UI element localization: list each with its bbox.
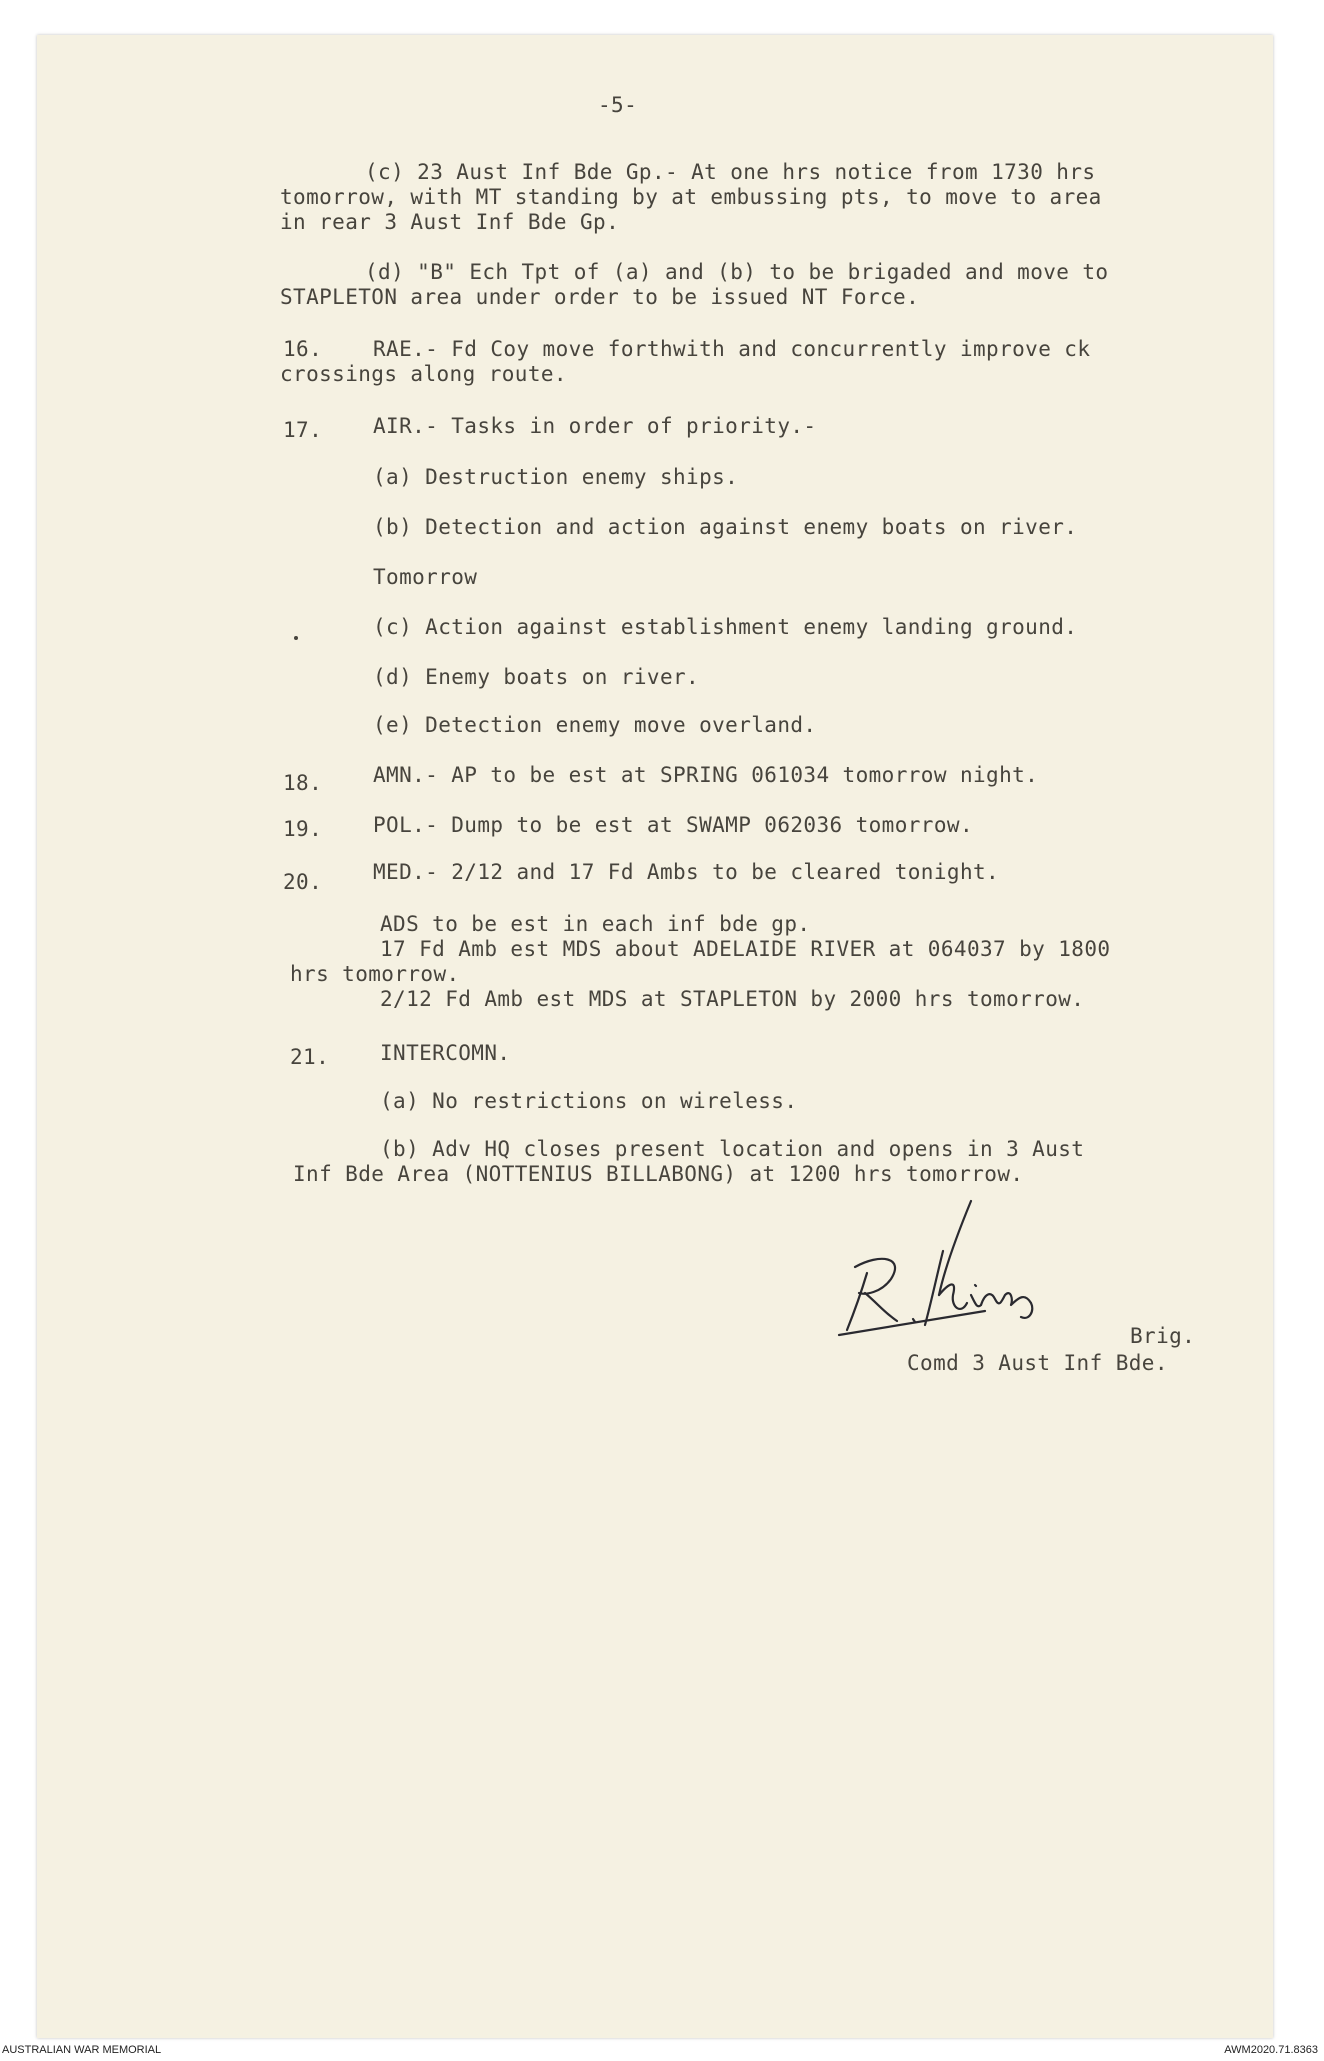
para-20-line-4: 2/12 Fd Amb est MDS at STAPLETON by 2000 hrs tomorrow. xyxy=(380,987,1085,1011)
page-number: -5- xyxy=(598,93,638,117)
para-21-number: 21. xyxy=(290,1045,330,1069)
signature-title: Comd 3 Aust Inf Bde. xyxy=(907,1351,1168,1375)
para-19-number: 19. xyxy=(283,817,323,841)
para-15d-line-1: (d) "B" Ech Tpt of (a) and (b) to be brigaded and move to xyxy=(365,260,1109,284)
para-20-text: MED.- 2/12 and 17 Fd Ambs to be cleared tonight. xyxy=(373,860,1000,884)
para-15c-line-2: tomorrow, with MT standing by at embussing pts, to move to area xyxy=(280,185,1102,209)
footer-accession-number: AWM2020.71.8363 xyxy=(1224,2044,1318,2056)
para-15c-line-1: (c) 23 Aust Inf Bde Gp.- At one hrs notice from 1730 hrs xyxy=(365,160,1096,184)
para-20-line-1: ADS to be est in each inf bde gp. xyxy=(380,912,811,936)
signature-rank: Brig. xyxy=(1130,1324,1196,1348)
para-17c: (c) Action against establishment enemy landing ground. xyxy=(373,615,1078,639)
para-17a: (a) Destruction enemy ships. xyxy=(373,465,739,489)
para-18-text: AMN.- AP to be est at SPRING 061034 tomorrow night. xyxy=(373,763,1039,787)
para-16-line-1: RAE.- Fd Coy move forthwith and concurrently improve ck xyxy=(373,337,1091,361)
ink-dot xyxy=(294,636,298,640)
handwritten-signature xyxy=(825,1195,1095,1345)
para-20-line-3: hrs tomorrow. xyxy=(290,962,460,986)
para-21b-line-2: Inf Bde Area (NOTTENIUS BILLABONG) at 1200 hrs tomorrow. xyxy=(293,1162,1024,1186)
document-page xyxy=(37,35,1273,2038)
para-20-number: 20. xyxy=(283,870,323,894)
para-21b-line-1: (b) Adv HQ closes present location and opens in 3 Aust xyxy=(380,1137,1085,1161)
para-17b: (b) Detection and action against enemy boats on river. xyxy=(373,515,1078,539)
para-17-number: 17. xyxy=(283,418,323,442)
para-17-tomorrow: Tomorrow xyxy=(373,565,478,589)
para-16-number: 16. xyxy=(283,337,323,361)
para-17-heading: AIR.- Tasks in order of priority.- xyxy=(373,414,817,438)
para-18-number: 18. xyxy=(283,771,323,795)
footer-institution: AUSTRALIAN WAR MEMORIAL xyxy=(2,2044,162,2056)
para-21a: (a) No restrictions on wireless. xyxy=(380,1089,798,1113)
para-17d: (d) Enemy boats on river. xyxy=(373,665,700,689)
para-15d-line-2: STAPLETON area under order to be issued NT Force. xyxy=(280,285,920,309)
para-21-heading: INTERCOMN. xyxy=(380,1041,511,1065)
para-17e: (e) Detection enemy move overland. xyxy=(373,713,817,737)
para-19-text: POL.- Dump to be est at SWAMP 062036 tomorrow. xyxy=(373,813,973,837)
para-16-line-2: crossings along route. xyxy=(280,362,567,386)
para-20-line-2: 17 Fd Amb est MDS about ADELAIDE RIVER at 064037 by 1800 xyxy=(380,937,1111,961)
para-15c-line-3: in rear 3 Aust Inf Bde Gp. xyxy=(280,210,620,234)
